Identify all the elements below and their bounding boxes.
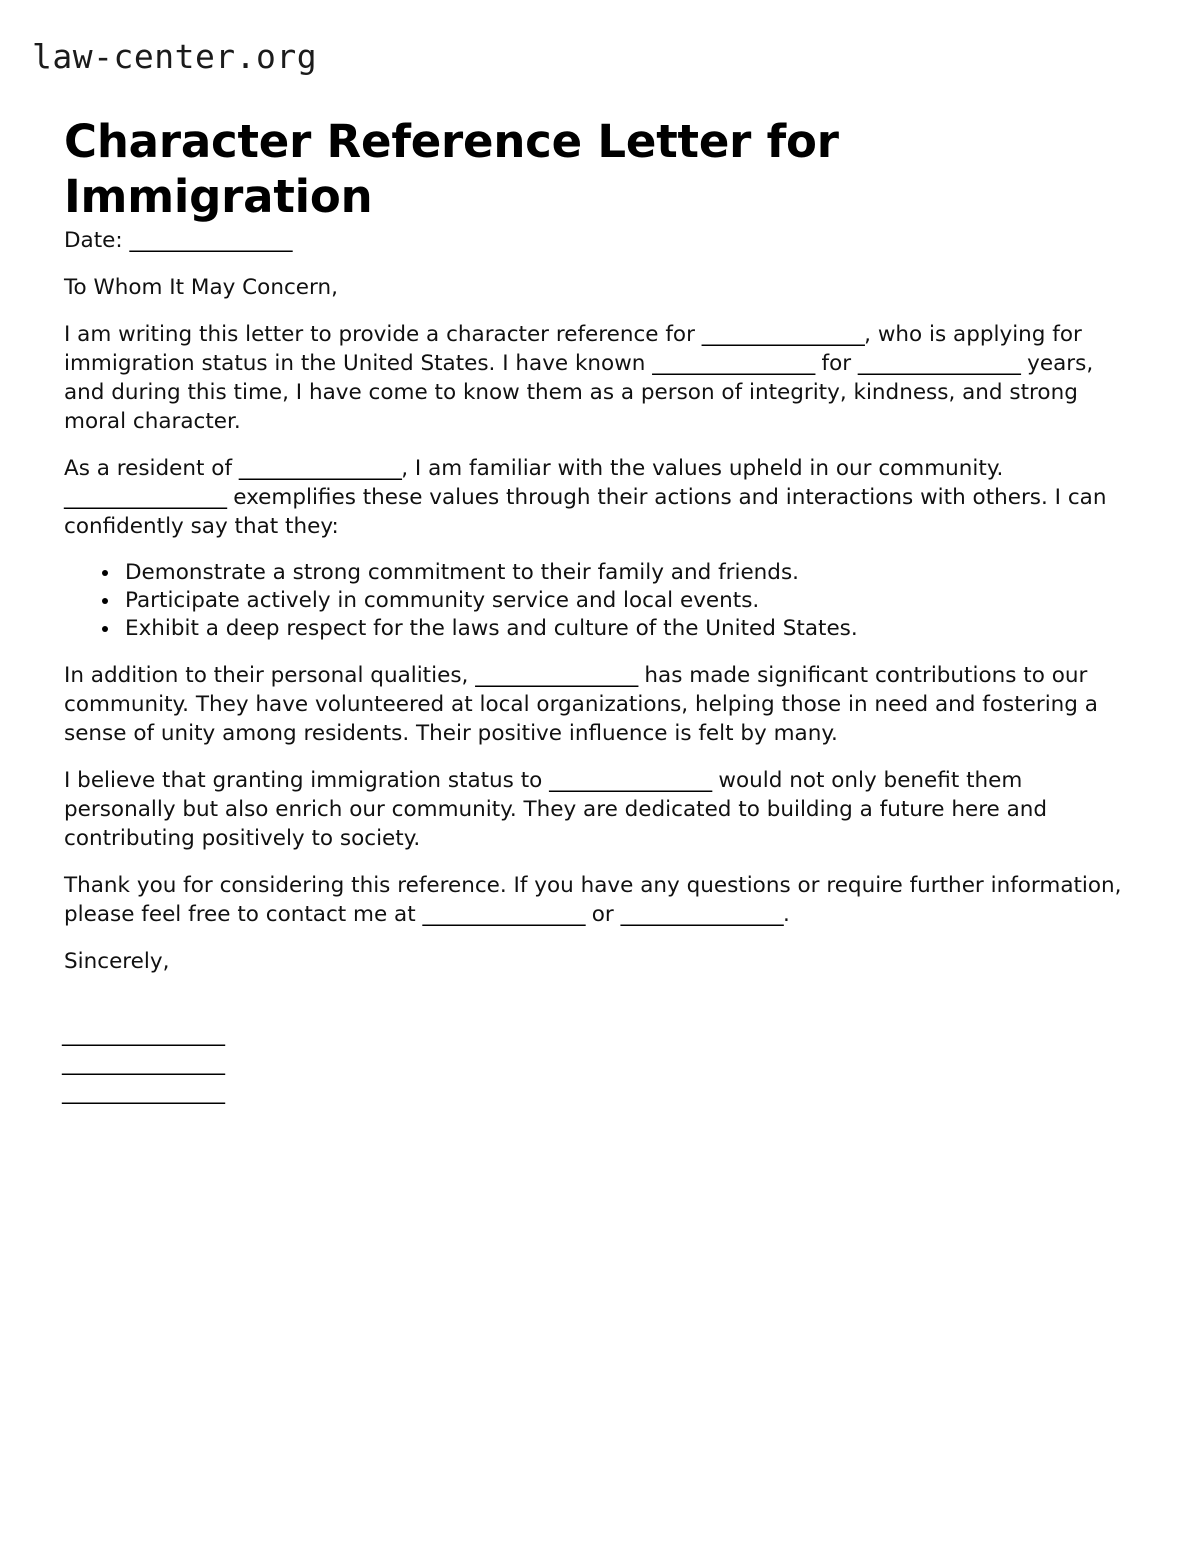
paragraph-thanks-text-c: . [782,902,790,927]
bullet-icon [102,570,108,576]
paragraph-thanks [64,871,1130,929]
paragraph-residence [64,454,1130,541]
applicant-name-blank-5[interactable]: ________________ [549,768,712,793]
contact-phone-blank[interactable]: ________________ [422,902,585,927]
paragraph-intro-text-c: for [814,351,858,376]
signature-line-3[interactable]: ________________ [62,1080,225,1105]
contact-email-blank[interactable]: ________________ [620,902,783,927]
salutation: To Whom It May Concern, [64,275,338,300]
site-name: law-center.org [32,37,318,76]
list-item [64,587,1130,615]
list-item-label: Exhibit a deep respect for the laws and culture of the United States. [125,616,858,641]
paragraph-belief [64,766,1130,853]
signature-line-1[interactable]: ________________ [62,1022,225,1047]
applicant-name-blank-2[interactable]: ________________ [652,351,815,376]
paragraph-belief-text-b: would not only benefit them personally but also enrich our community. They are dedicated to building a future here and contributing positively to society. [64,768,1048,851]
list-item-label: Participate actively in community service and local events. [125,588,760,613]
paragraph-contributions-text-b: has made significant contributions to our community. They have volunteered at local organizations, helping those in need and fostering a sense of unity among residents. Their positive influence is felt by many. [64,663,1098,746]
paragraph-residence-text-c: exemplifies these values through their actions and interactions with others. I can confidently say that they: [64,485,1107,539]
paragraph-thanks-text-b: or [584,902,621,927]
list-item [64,559,1130,587]
paragraph-intro [64,320,1130,436]
applicant-name-blank[interactable]: ________________ [701,322,865,347]
paragraph-belief-text-a: I believe that granting immigration status to [64,768,550,793]
applicant-name-blank-4[interactable]: ________________ [475,663,638,688]
date-line [64,226,1130,255]
letter-body [64,226,1130,976]
applicant-name-blank-3[interactable]: ________________ [64,485,227,510]
paragraph-residence-text-b: , I am familiar with the values upheld in our community. [401,456,1004,481]
bullet-icon [102,598,108,604]
paragraph-thanks-text-a: Thank you for considering this reference. If you have any questions or require further information, please feel free to contact me at [64,873,1122,927]
years-known-blank[interactable]: ________________ [857,351,1021,376]
signature-line-2[interactable]: ________________ [62,1051,225,1076]
paragraph-contributions-text-a: In addition to their personal qualities, [64,663,476,688]
paragraph-intro-text-a: I am writing this letter to provide a character reference for [64,322,702,347]
page-title: Character Reference Letter for Immigration [64,115,839,224]
paragraph-intro-text-b: , who is applying for immigration status in the United States. I have known [64,322,1082,376]
list-item [64,615,1130,643]
residence-blank[interactable]: ________________ [238,456,402,481]
date-blank[interactable]: ________________ [129,228,292,253]
paragraph-residence-text-a: As a resident of [64,456,239,481]
paragraph-intro-text-d: years, and during this time, I have come to know them as a person of integrity, kindness, and strong moral character. [64,351,1094,434]
bullet-icon [102,626,108,632]
date-label: Date: [64,228,130,253]
qualities-list [64,559,1130,643]
list-item-label: Demonstrate a strong commitment to their family and friends. [125,560,799,585]
paragraph-contributions [64,661,1130,748]
signature-block [62,1020,224,1107]
closing: Sincerely, [64,949,170,974]
